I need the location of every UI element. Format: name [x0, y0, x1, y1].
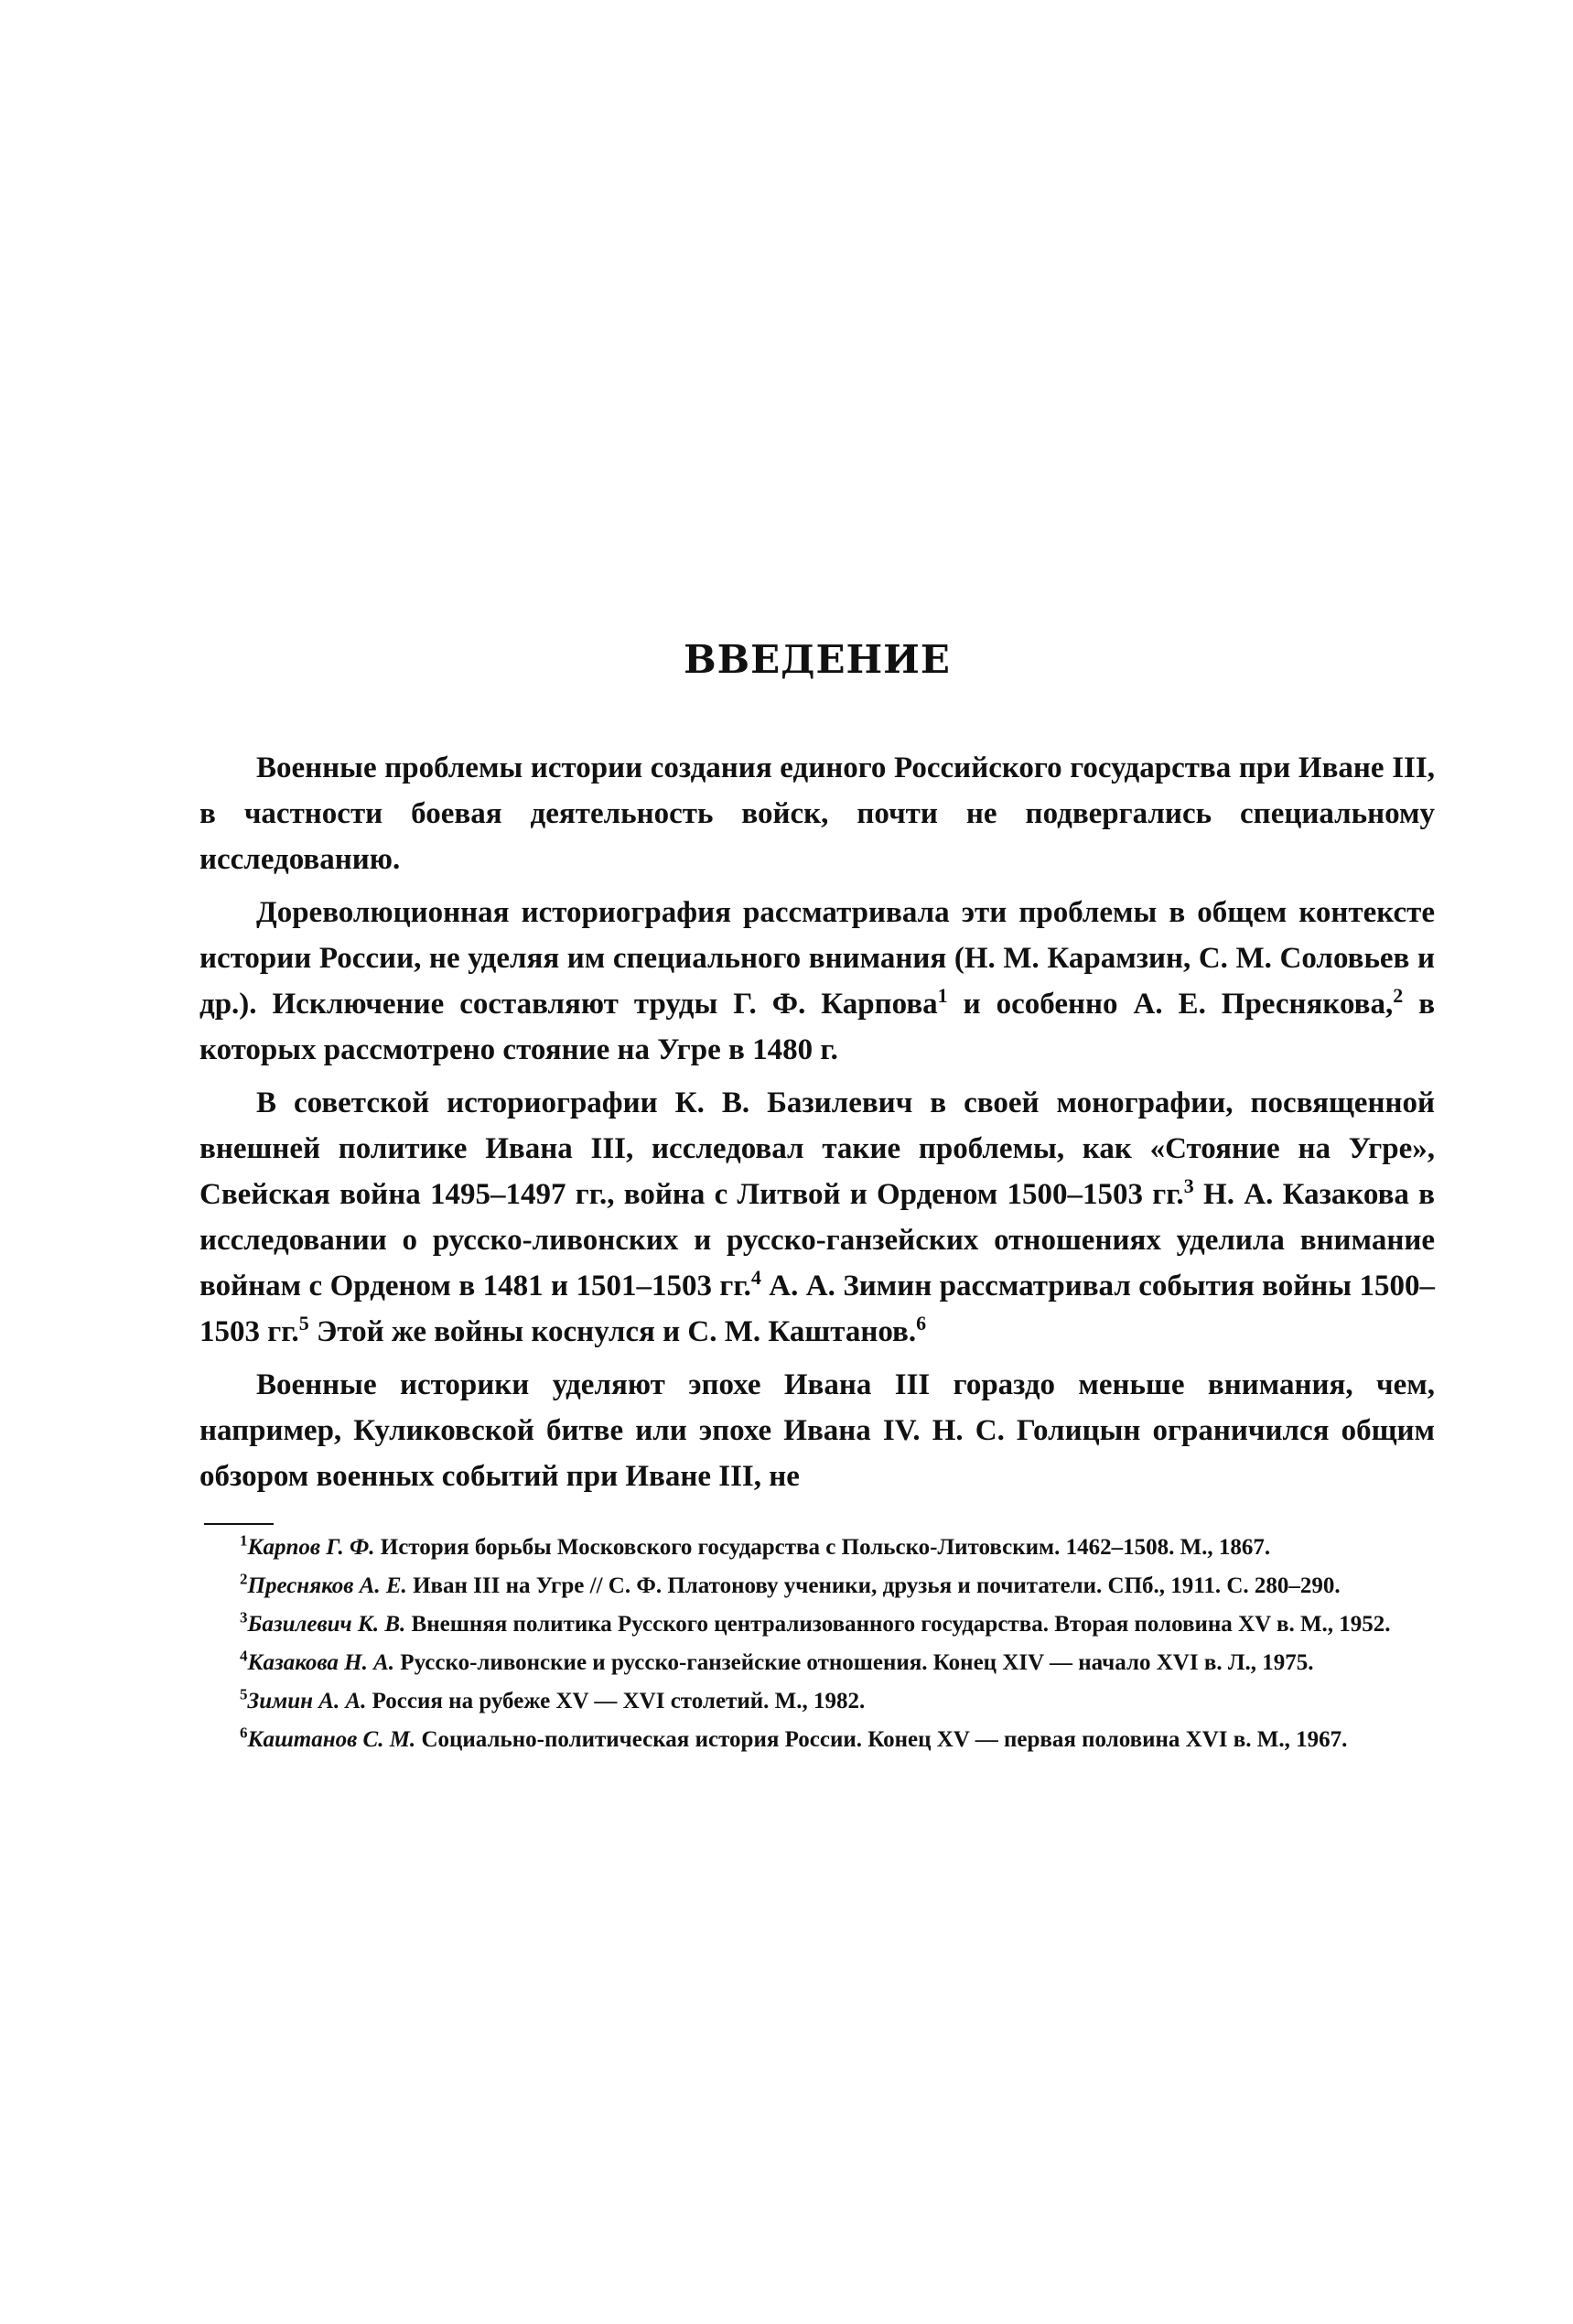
footnote-number: 4	[240, 1647, 248, 1665]
footnote-divider	[204, 1523, 274, 1525]
footnote-number: 6	[240, 1724, 248, 1742]
chapter-title: ВВЕДЕНИЕ	[684, 637, 951, 682]
paragraph-text: А. А. Зимин рассматривал события войны 1500–1503 гг.	[199, 1270, 1435, 1348]
footnote-2	[199, 1569, 1435, 1604]
footnote-number: 3	[240, 1608, 248, 1627]
footnote-4	[199, 1646, 1435, 1681]
paragraph-text: в которых рассмотрено стояние на Угре в 1480 г.	[199, 988, 1436, 1066]
footnote-text: Россия на рубеже XV — XVI столетий. М., 1982.	[366, 1689, 866, 1713]
footnote-text: Иван III на Угре // С. Ф. Платонову ученики, друзья и почитатели. СПб., 1911. С. 280–290.	[406, 1573, 1341, 1598]
footnote-text: История борьбы Московского государства с Польско-Литовским. 1462–1508. М., 1867.	[374, 1535, 1271, 1560]
paragraph-3	[199, 1080, 1435, 1355]
paragraph-4	[199, 1362, 1435, 1499]
footnote-6	[199, 1723, 1435, 1757]
footnote-text: Социально-политическая история России. Конец XV — первая половина XVI в. М., 1967.	[415, 1727, 1348, 1752]
paragraph-text: В советской историографии К. В. Базилевич в своей монографии, посвященной внешней политике Ивана III, исследовал такие проблемы, как «Стояние на Угре», Свейская война 1495–1497 гг., война с Литвой и Орденом 1500–1503 гг.	[199, 1086, 1435, 1211]
footnote-ref[interactable]: 4	[750, 1266, 761, 1289]
footnote-number: 2	[240, 1570, 248, 1588]
footnote-ref[interactable]: 2	[1393, 984, 1404, 1007]
footnote-ref[interactable]: 3	[1183, 1174, 1194, 1197]
body-text	[199, 745, 1435, 1499]
footnote-author: Зимин А. А.	[247, 1689, 367, 1713]
footnote-author: Каштанов С. М.	[247, 1727, 416, 1752]
paragraph-text: Этой же войны коснулся и С. М. Каштанов.	[308, 1315, 917, 1348]
footnote-author: Казакова Н. А.	[247, 1650, 395, 1675]
paragraph-text: Военные проблемы истории создания единого Российского государства при Иване III, в частности боевая деятельность войск, почти не подвергались специальному исследованию.	[199, 751, 1435, 876]
footnote-1	[199, 1530, 1435, 1565]
footnote-author: Пресняков А. Е.	[247, 1573, 407, 1598]
footnote-ref[interactable]: 5	[298, 1312, 309, 1335]
footnote-text: Русско-ливонские и русско-ганзейские отношения. Конец XIV — начало XVI в. Л., 1975.	[394, 1650, 1314, 1675]
footnote-ref[interactable]: 1	[937, 984, 948, 1007]
paragraph-text: и особенно А. Е. Преснякова,	[947, 988, 1394, 1021]
footnote-text: Внешняя политика Русского централизованного государства. Вторая половина XV в. М., 1952.	[405, 1612, 1391, 1637]
footnote-5	[199, 1684, 1435, 1719]
paragraph-2	[199, 890, 1435, 1073]
paragraph-text: Дореволюционная историография рассматривала эти проблемы в общем контексте истории России, не уделяя им специального внимания (Н. М. Карамзин, С. М. Соловьев и др.). Исключение составляют труды Г. Ф. Карпова	[199, 896, 1435, 1021]
footnotes	[199, 1523, 1435, 1757]
footnote-number: 1	[240, 1531, 248, 1550]
page	[199, 637, 1436, 1761]
paragraph-text: Военные историки уделяют эпохе Ивана III гораздо меньше внимания, чем, например, Куликовской битве или эпохе Ивана IV. Н. С. Голицын ограничился общим обзором военных событий при Иване III, не	[199, 1368, 1435, 1493]
footnote-ref[interactable]: 6	[916, 1312, 927, 1335]
footnote-author: Базилевич К. В.	[247, 1612, 406, 1637]
paragraph-text: Н. А. Казакова в исследовании о русско-ливонских и русско-ганзейских отношениях уделила внимание войнам с Орденом в 1481 и 1501–1503 гг.	[199, 1178, 1435, 1303]
footnote-3	[199, 1607, 1435, 1642]
paragraph-1	[199, 745, 1435, 882]
footnote-number: 5	[240, 1685, 248, 1703]
footnote-author: Карпов Г. Ф.	[247, 1535, 375, 1560]
